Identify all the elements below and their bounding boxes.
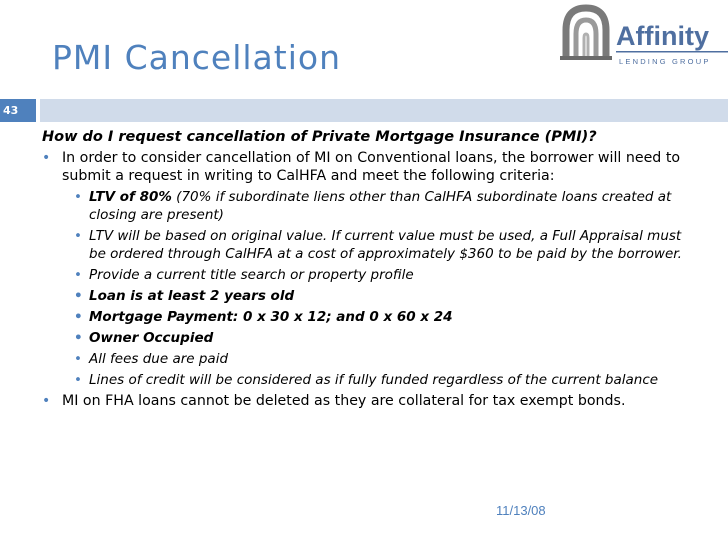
list-item-conventional bbox=[32, 149, 702, 389]
main-bullet-list bbox=[32, 149, 702, 410]
criteria-two-years: • Loan is at least 2 years old bbox=[62, 287, 702, 305]
criteria-owner-occupied: • Owner Occupied bbox=[62, 329, 702, 347]
bullet-text: MI on FHA loans cannot be deleted as they are collateral for tax exempt bonds. bbox=[62, 393, 626, 409]
criteria-fees: • All fees due are paid bbox=[62, 350, 702, 368]
logo-name: Affinity bbox=[616, 21, 709, 51]
ltv-rest: (70% if subordinate liens other than CalHFA subordinate loans created at closing are present) bbox=[89, 189, 672, 223]
slide-date: 11/13/08 bbox=[496, 503, 546, 518]
slide-title: PMI Cancellation bbox=[52, 38, 341, 77]
header-divider-bar bbox=[40, 99, 728, 122]
affinity-logo bbox=[556, 0, 728, 72]
list-item-fha bbox=[32, 392, 702, 410]
criteria-ltv bbox=[62, 188, 702, 224]
criteria-lines-of-credit: • Lines of credit will be considered as if fully funded regardless of the current balance bbox=[62, 371, 702, 389]
slide-number: 43 bbox=[3, 104, 19, 117]
criteria-original-value: • LTV will be based on original value. If current value must be used, a Full Appraisal must be ordered through CalHFA at a cost of approximately $360 to be paid by the borrower. bbox=[62, 227, 702, 263]
criteria-mortgage-payment: • Mortgage Payment: 0 x 30 x 12; and 0 x 60 x 24 bbox=[62, 308, 702, 326]
criteria-list bbox=[62, 188, 702, 389]
slide-number-bar bbox=[0, 99, 36, 122]
slide-content bbox=[32, 128, 702, 413]
logo-tagline: LENDING GROUP bbox=[619, 57, 711, 66]
ltv-bold: LTV of 80% bbox=[89, 189, 172, 205]
criteria-title-search: • Provide a current title search or property profile bbox=[62, 266, 702, 284]
bullet-text: In order to consider cancellation of MI on Conventional loans, the borrower will need to submit a request in writing to CalHFA and meet the following criteria: bbox=[62, 150, 681, 184]
question-heading: How do I request cancellation of Private Mortgage Insurance (PMI)? bbox=[42, 129, 597, 145]
